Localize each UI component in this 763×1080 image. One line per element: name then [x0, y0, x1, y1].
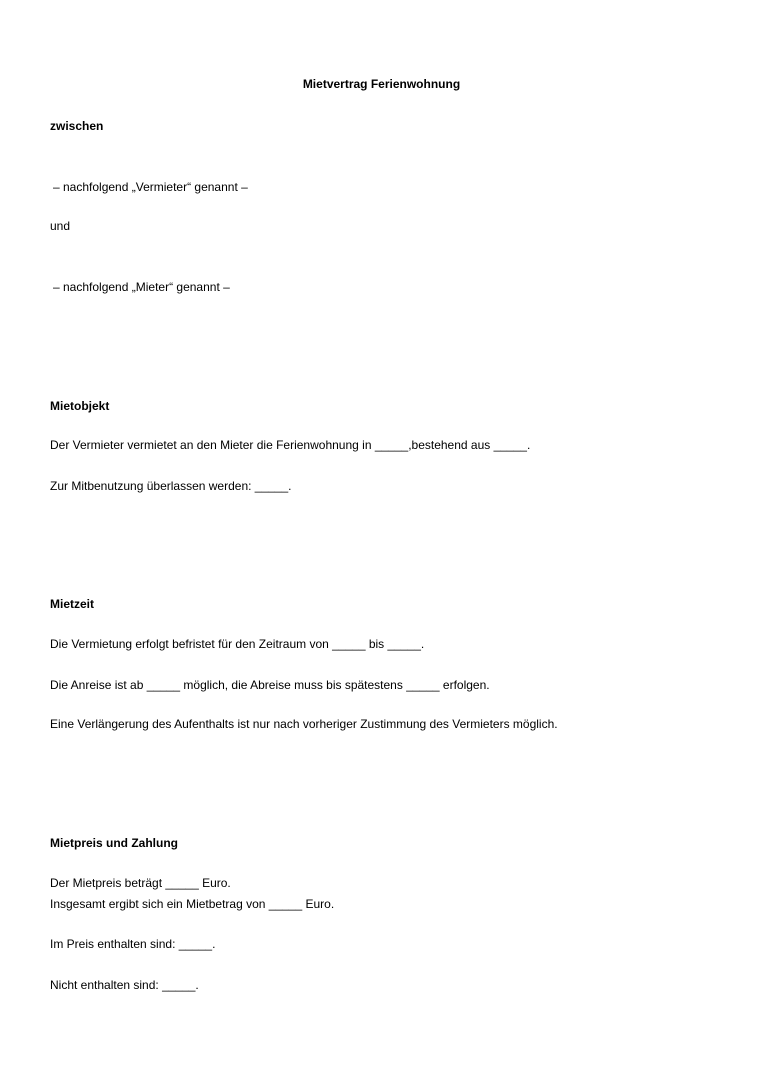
- rent-payment-line-3: Im Preis enthalten sind: _____.: [50, 937, 216, 951]
- between-label: zwischen: [50, 119, 104, 133]
- rental-period-line-1: Die Vermietung erfolgt befristet für den Zeitraum von _____ bis _____.: [50, 637, 425, 651]
- section-heading-rent-payment: Mietpreis und Zahlung: [50, 836, 178, 850]
- document-title: Mietvertrag Ferienwohnung: [302, 77, 461, 91]
- landlord-note: – nachfolgend „Vermieter“ genannt –: [53, 180, 248, 194]
- rent-payment-line-2: Insgesamt ergibt sich ein Mietbetrag von _____ Euro.: [50, 897, 335, 911]
- and-label: und: [50, 219, 71, 233]
- tenant-note: – nachfolgend „Mieter“ genannt –: [53, 280, 230, 294]
- section-heading-rental-period: Mietzeit: [50, 597, 95, 611]
- rent-payment-line-1: Der Mietpreis beträgt _____ Euro.: [50, 876, 231, 890]
- rental-object-line-1: Der Vermieter vermietet an den Mieter die Ferienwohnung in _____,bestehend aus _____.: [50, 438, 531, 452]
- rental-period-line-2: Die Anreise ist ab _____ möglich, die Abreise muss bis spätestens _____ erfolgen.: [50, 678, 490, 692]
- rental-period-line-3: Eine Verlängerung des Aufenthalts ist nur nach vorheriger Zustimmung des Vermieters möglich.: [50, 717, 558, 731]
- rental-object-line-2: Zur Mitbenutzung überlassen werden: _____.: [50, 479, 292, 493]
- rent-payment-line-4: Nicht enthalten sind: _____.: [50, 978, 199, 992]
- section-heading-rental-object: Mietobjekt: [50, 399, 110, 413]
